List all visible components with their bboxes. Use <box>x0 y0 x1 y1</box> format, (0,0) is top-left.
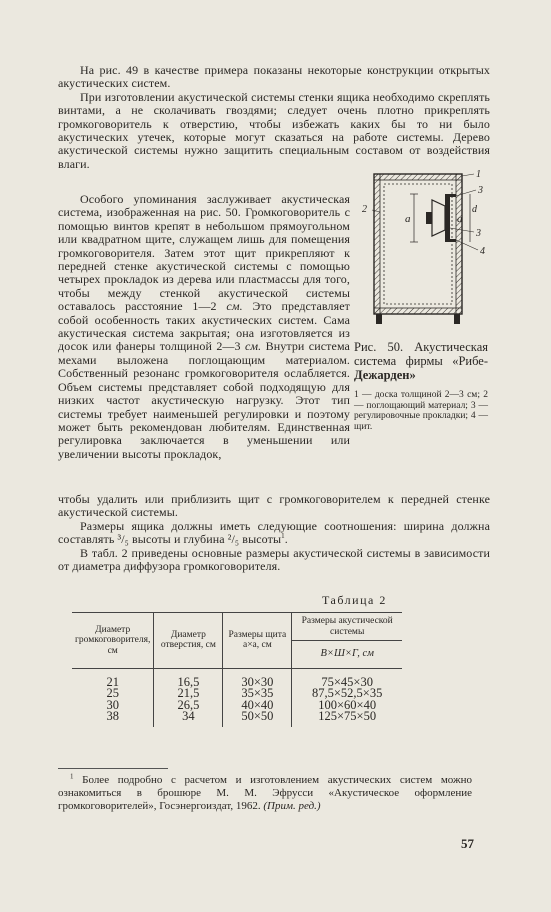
unit-cm-2: см. <box>244 339 262 354</box>
table-row: 38 34 50×50 125×75×50 <box>72 711 402 727</box>
footnote-mark: 1 <box>281 532 285 541</box>
label-a-left: a <box>405 213 411 225</box>
label-2: 2 <box>362 204 367 215</box>
label-d: d <box>472 204 477 215</box>
body-text-top <box>58 64 490 171</box>
body-text-bottom <box>58 493 490 573</box>
col-header-diameter: Диаметр громкоговорителя, см <box>72 613 154 669</box>
figure-caption: Рис. 50. Акустическая система фирмы «Рибе- Дежарден» 1 — доска толщиной 2—3 см; 2 — поглощающий материал; 3 — регулировочные прокладки; 4 — щит. <box>354 340 488 432</box>
sizes-table <box>72 612 402 727</box>
figure-50 <box>352 166 488 334</box>
footnote-divider <box>58 768 168 769</box>
label-1: 1 <box>476 169 481 180</box>
label-3: 3 <box>476 228 481 239</box>
label-4: 4 <box>480 246 485 257</box>
paragraph-2: При изготовлении акустической системы стенки ящика необходимо скреплять винтами, а не сколачивать гвоздями; следует очень плотно прикреплять громкоговоритель к отверстию, чтобы избежать каких бы то ни было акустических утечек, которые могут сказаться на работе системы. Дерево акустической системы нужно защитить специальным составом от воздействия влаги. <box>58 89 490 171</box>
footnote: $^1$ Более подробно с расчетом и изготовлением акустических систем можно ознакомиться в брошюре М. М. Эфрусси «Акустическое оформление громкоговорителей», Госэнергоиздат, 1962. (Прим. ред.) <box>58 772 472 812</box>
col-header-dims: В×Ш×Г, см <box>292 641 402 669</box>
speaker-cabinet-diagram <box>352 166 488 334</box>
page-number: 57 <box>461 836 474 851</box>
speaker-cone <box>432 200 445 236</box>
table-row: 21 16,5 30×30 75×45×30 <box>72 668 402 688</box>
absorbing-material <box>384 184 452 304</box>
col-header-system: Размеры акустической системы <box>292 613 402 641</box>
table-title: Таблица 2 <box>322 593 387 607</box>
body-text-wrap <box>58 193 350 461</box>
table-row: 30 26,5 40×40 100×60×40 <box>72 700 402 712</box>
paragraph-4: Размеры ящика должны иметь следующие соотношения: ширина должна составлять ³/₅ высоты и глубина ²/₅ высоты$^1$. <box>58 518 490 547</box>
unit-cm: см. <box>226 299 243 314</box>
col-header-opening: Диаметр отверстия, см <box>154 613 223 669</box>
table-row: 25 21,5 35×35 87,5×52,5×35 <box>72 688 402 700</box>
paragraph-3: Особого упоминания заслуживает акустическая система, изображенная на рис. 50. Громкоговоритель с помощью винтов крепят в небольшом прямоугольном или квадратном щите, служащем лишь для помещения громкоговорителя. Затем этот щит прикрепляют к передней стенке акустической системы с помощью четырех прокладок из дерева или пластмассы для того, чтобы между стенкой акустической системы оставалось расстояние 1—2 см. Это представляет собой особенность таких акустических систем. Сама акустическая система закрытая; она изготовляется из досок или фанеры толщиной 2—3 см. Внутри система мехами выложена поглощающим материалом. Собственный резонанс громкоговорителя ослабляется. Объем системы представляет собой подходящую для низких частот акустическую нагрузку. Этот тип системы требует наименьшей регулировки и поэтому может быть рекомендован любителям. Единственная регулировка заключается в уменьшении или увеличении высоты прокладок, <box>58 192 350 461</box>
figure-legend: 1 — доска толщиной 2—3 см; 2 — поглощающий материал; 3 — регулировочные прокладки; 4 — щит. <box>354 390 488 432</box>
label-a-right: a <box>457 213 463 225</box>
paragraph-5: В табл. 2 приведены основные размеры акустической системы в зависимости от диаметра диффузора громкоговорителя. <box>58 545 490 574</box>
baffle-board <box>445 194 450 242</box>
label-3-top: 3 <box>478 185 483 196</box>
paragraph-1: На рис. 49 в качестве примера показаны некоторые конструкции открытых акустических систем. <box>58 63 490 91</box>
col-header-board: Размеры щита a×a, см <box>223 613 292 669</box>
paragraph-3-end: чтобы удалить или приблизить щит с громкоговорителем к передней стенке акустической системы. <box>58 492 490 520</box>
